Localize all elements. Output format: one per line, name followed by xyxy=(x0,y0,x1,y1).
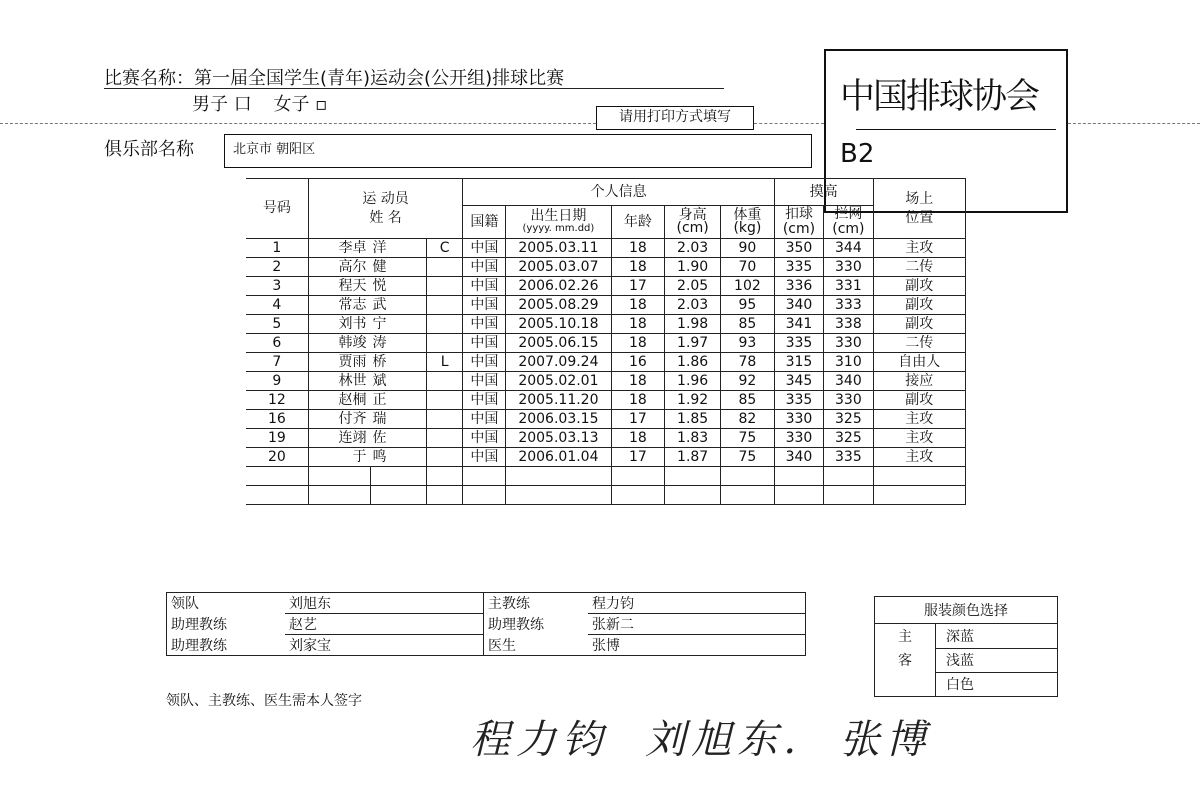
cell-age: 18 xyxy=(611,391,665,410)
cell-block: 333 xyxy=(824,296,873,315)
cell-position: 副攻 xyxy=(873,315,965,334)
cell-surname: 赵桐 xyxy=(308,391,370,410)
cell-age: 18 xyxy=(611,334,665,353)
cell-birth: 2005.03.07 xyxy=(506,258,611,277)
table-row xyxy=(246,277,966,296)
cell-surname: 付齐 xyxy=(308,410,370,429)
header-weight: 体重(kg) xyxy=(721,206,775,239)
cell-height: 2.03 xyxy=(665,296,721,315)
cell-number: 19 xyxy=(246,429,308,448)
table-row xyxy=(246,391,966,410)
empty-cell xyxy=(308,486,370,505)
third-color: 白色 xyxy=(946,677,974,694)
cell-nationality: 中国 xyxy=(463,315,506,334)
cell-age: 18 xyxy=(611,429,665,448)
cell-role xyxy=(426,334,463,353)
table-row xyxy=(246,410,966,429)
competition-label: 比赛名称： xyxy=(104,68,194,89)
header-athlete xyxy=(308,179,463,239)
dotted-divider-mid xyxy=(754,123,824,124)
cell-block: 338 xyxy=(824,315,873,334)
cell-block: 340 xyxy=(824,372,873,391)
cell-birth: 2005.10.18 xyxy=(506,315,611,334)
header-birth-format: (yyyy. mm.dd) xyxy=(522,223,595,234)
table-row xyxy=(246,448,966,467)
header-birth-label: 出生日期 xyxy=(530,208,587,224)
club-label: 俱乐部名称 xyxy=(104,139,194,160)
table-row xyxy=(246,296,966,315)
cell-surname: 于 xyxy=(308,448,370,467)
cell-given: 悦 xyxy=(371,277,427,296)
cell-block: 330 xyxy=(824,258,873,277)
empty-row xyxy=(246,486,966,505)
cell-number: 1 xyxy=(246,239,308,258)
cell-nationality: 中国 xyxy=(463,448,506,467)
cell-weight: 75 xyxy=(721,448,775,467)
cell-birth: 2005.11.20 xyxy=(506,391,611,410)
empty-cell xyxy=(426,467,463,486)
cell-block: 335 xyxy=(824,448,873,467)
cell-role: C xyxy=(426,239,463,258)
header-block: 拦网(cm) xyxy=(824,206,873,239)
empty-cell xyxy=(611,467,665,486)
away-label: 客 xyxy=(875,648,936,672)
cell-surname: 程天 xyxy=(308,277,370,296)
cell-number: 7 xyxy=(246,353,308,372)
empty-cell xyxy=(506,486,611,505)
cell-height: 2.05 xyxy=(665,277,721,296)
header-birth xyxy=(506,206,611,239)
empty-cell xyxy=(824,486,873,505)
empty-cell xyxy=(721,486,775,505)
empty-cell xyxy=(774,486,823,505)
stamp-org: 中国排球协会 xyxy=(840,77,1039,117)
cell-weight: 82 xyxy=(721,410,775,429)
table-row xyxy=(246,353,966,372)
cell-nationality: 中国 xyxy=(463,372,506,391)
cell-birth: 2007.09.24 xyxy=(506,353,611,372)
cell-spike: 335 xyxy=(774,258,823,277)
home-label: 主 xyxy=(875,624,936,649)
cell-number: 20 xyxy=(246,448,308,467)
cell-weight: 85 xyxy=(721,391,775,410)
cell-block: 325 xyxy=(824,429,873,448)
cell-block: 331 xyxy=(824,277,873,296)
empty-cell xyxy=(824,467,873,486)
header-athlete-top: 运 动员 xyxy=(362,190,409,207)
cell-given: 瑞 xyxy=(371,410,427,429)
asst1-label: 助理教练 xyxy=(171,617,227,633)
cell-role xyxy=(426,372,463,391)
cell-height: 1.87 xyxy=(665,448,721,467)
empty-cell xyxy=(873,467,965,486)
signature-note: 领队、主教练、医生需本人签字 xyxy=(166,693,362,709)
cell-birth: 2005.02.01 xyxy=(506,372,611,391)
empty-cell xyxy=(611,486,665,505)
cell-nationality: 中国 xyxy=(463,239,506,258)
cell-birth: 2006.01.04 xyxy=(506,448,611,467)
cell-given: 宁 xyxy=(371,315,427,334)
cell-position: 自由人 xyxy=(873,353,965,372)
uniform-title: 服装颜色选择 xyxy=(875,597,1058,624)
handwritten-signatures: 程力钧 刘旭东. 张博 xyxy=(470,717,932,763)
doctor-name: 张博 xyxy=(588,635,806,656)
cell-given: 武 xyxy=(371,296,427,315)
dotted-divider-left xyxy=(0,123,596,124)
cell-spike: 315 xyxy=(774,353,823,372)
cell-surname: 林世 xyxy=(308,372,370,391)
cell-height: 1.97 xyxy=(665,334,721,353)
cell-position: 副攻 xyxy=(873,277,965,296)
cell-spike: 340 xyxy=(774,448,823,467)
cell-spike: 335 xyxy=(774,334,823,353)
table-row xyxy=(246,315,966,334)
print-note: 请用打印方式填写 xyxy=(619,109,731,125)
empty-cell xyxy=(665,486,721,505)
cell-age: 18 xyxy=(611,372,665,391)
cell-role xyxy=(426,429,463,448)
cell-birth: 2006.03.15 xyxy=(506,410,611,429)
cell-spike: 330 xyxy=(774,429,823,448)
cell-block: 344 xyxy=(824,239,873,258)
header-personal-info: 个人信息 xyxy=(463,179,774,206)
cell-age: 16 xyxy=(611,353,665,372)
cell-role xyxy=(426,315,463,334)
cell-block: 330 xyxy=(824,334,873,353)
cell-nationality: 中国 xyxy=(463,296,506,315)
cell-position: 副攻 xyxy=(873,296,965,315)
cell-age: 18 xyxy=(611,296,665,315)
cell-birth: 2005.08.29 xyxy=(506,296,611,315)
empty-cell xyxy=(371,467,427,486)
cell-height: 1.83 xyxy=(665,429,721,448)
print-note-box xyxy=(596,106,754,130)
away-color: 浅蓝 xyxy=(936,648,1058,672)
header-reach: 摸高 xyxy=(774,179,873,206)
cell-birth: 2005.03.11 xyxy=(506,239,611,258)
leader-name: 刘旭东 xyxy=(285,593,484,614)
empty-cell xyxy=(506,467,611,486)
cell-block: 310 xyxy=(824,353,873,372)
gender-female-checkbox[interactable]: 女子 ▫ xyxy=(273,94,328,115)
competition-line xyxy=(104,64,564,90)
cell-spike: 341 xyxy=(774,315,823,334)
header-nationality: 国籍 xyxy=(463,206,506,239)
competition-underline xyxy=(104,88,724,89)
cell-nationality: 中国 xyxy=(463,277,506,296)
cell-number: 9 xyxy=(246,372,308,391)
cell-birth: 2005.03.13 xyxy=(506,429,611,448)
cell-height: 1.85 xyxy=(665,410,721,429)
cell-height: 1.90 xyxy=(665,258,721,277)
cell-spike: 336 xyxy=(774,277,823,296)
cell-block: 325 xyxy=(824,410,873,429)
cell-height: 1.86 xyxy=(665,353,721,372)
cell-number: 2 xyxy=(246,258,308,277)
doctor-label: 医生 xyxy=(484,635,589,656)
cell-surname: 连翊 xyxy=(308,429,370,448)
cell-age: 17 xyxy=(611,448,665,467)
roster-table xyxy=(246,178,966,505)
cell-height: 1.92 xyxy=(665,391,721,410)
table-row xyxy=(246,429,966,448)
cell-surname: 刘书 xyxy=(308,315,370,334)
head-coach-label: 主教练 xyxy=(484,593,589,614)
cell-number: 12 xyxy=(246,391,308,410)
cell-weight: 102 xyxy=(721,277,775,296)
officials-table xyxy=(166,592,806,656)
cell-position: 主攻 xyxy=(873,239,965,258)
cell-height: 2.03 xyxy=(665,239,721,258)
asst2-name: 刘家宝 xyxy=(285,635,484,656)
stamp-code: B2 xyxy=(840,139,875,169)
header-spike: 扣球(cm) xyxy=(774,206,823,239)
cell-given: 斌 xyxy=(371,372,427,391)
cell-role xyxy=(426,391,463,410)
gender-options xyxy=(192,90,327,116)
cell-number: 6 xyxy=(246,334,308,353)
cell-position: 二传 xyxy=(873,258,965,277)
cell-surname: 常志 xyxy=(308,296,370,315)
header-age: 年龄 xyxy=(611,206,665,239)
cell-number: 4 xyxy=(246,296,308,315)
cell-role xyxy=(426,410,463,429)
cell-surname: 韩竣 xyxy=(308,334,370,353)
cell-role xyxy=(426,258,463,277)
header-height: 身高(cm) xyxy=(665,206,721,239)
cell-block: 330 xyxy=(824,391,873,410)
cell-nationality: 中国 xyxy=(463,391,506,410)
cell-spike: 335 xyxy=(774,391,823,410)
stamp-line xyxy=(856,129,1056,130)
cell-role xyxy=(426,296,463,315)
empty-cell xyxy=(873,486,965,505)
cell-number: 3 xyxy=(246,277,308,296)
cell-position: 二传 xyxy=(873,334,965,353)
cell-number: 16 xyxy=(246,410,308,429)
cell-number: 5 xyxy=(246,315,308,334)
header-number: 号码 xyxy=(246,179,308,239)
cell-birth: 2006.02.26 xyxy=(506,277,611,296)
empty-cell xyxy=(463,467,506,486)
dotted-divider-right xyxy=(1068,123,1200,124)
header-position xyxy=(873,179,965,239)
cell-spike: 350 xyxy=(774,239,823,258)
asst1-name: 赵艺 xyxy=(285,614,484,635)
cell-position: 主攻 xyxy=(873,429,965,448)
cell-age: 18 xyxy=(611,315,665,334)
cell-role xyxy=(426,448,463,467)
cell-weight: 70 xyxy=(721,258,775,277)
cell-given: 佐 xyxy=(371,429,427,448)
cell-nationality: 中国 xyxy=(463,258,506,277)
empty-cell xyxy=(371,486,427,505)
cell-age: 17 xyxy=(611,277,665,296)
cell-nationality: 中国 xyxy=(463,429,506,448)
header-position-top: 场上 xyxy=(905,190,934,207)
empty-cell xyxy=(463,486,506,505)
table-row xyxy=(246,258,966,277)
empty-cell xyxy=(426,486,463,505)
empty-cell xyxy=(246,486,308,505)
uniform-table xyxy=(874,596,1058,697)
cell-height: 1.96 xyxy=(665,372,721,391)
cell-given: 健 xyxy=(371,258,427,277)
cell-spike: 340 xyxy=(774,296,823,315)
empty-cell xyxy=(721,467,775,486)
cell-weight: 75 xyxy=(721,429,775,448)
empty-cell xyxy=(665,467,721,486)
cell-age: 18 xyxy=(611,258,665,277)
cell-weight: 90 xyxy=(721,239,775,258)
header-position-bottom: 位置 xyxy=(905,209,934,226)
table-row xyxy=(246,334,966,353)
table-row xyxy=(246,239,966,258)
competition-name: 第一届全国学生(青年)运动会(公开组)排球比赛 xyxy=(194,68,565,89)
cell-given: 洋 xyxy=(371,239,427,258)
empty-cell xyxy=(308,467,370,486)
cell-surname: 贾雨 xyxy=(308,353,370,372)
cell-given: 鸣 xyxy=(371,448,427,467)
cell-height: 1.98 xyxy=(665,315,721,334)
cell-position: 接应 xyxy=(873,372,965,391)
empty-cell xyxy=(246,467,308,486)
cell-weight: 92 xyxy=(721,372,775,391)
table-row xyxy=(246,372,966,391)
cell-nationality: 中国 xyxy=(463,334,506,353)
club-name-field[interactable] xyxy=(224,134,812,168)
asst3-name: 张新二 xyxy=(588,614,806,635)
cell-age: 17 xyxy=(611,410,665,429)
cell-birth: 2005.06.15 xyxy=(506,334,611,353)
home-color: 深蓝 xyxy=(936,624,1058,649)
cell-weight: 93 xyxy=(721,334,775,353)
cell-position: 副攻 xyxy=(873,391,965,410)
gender-male-checkbox[interactable]: 男子 口 xyxy=(192,94,252,115)
cell-given: 桥 xyxy=(371,353,427,372)
cell-nationality: 中国 xyxy=(463,410,506,429)
empty-row xyxy=(246,467,966,486)
cell-role: L xyxy=(426,353,463,372)
cell-surname: 李卓 xyxy=(308,239,370,258)
club-name: 北京市 朝阳区 xyxy=(233,142,316,157)
cell-weight: 85 xyxy=(721,315,775,334)
cell-given: 涛 xyxy=(371,334,427,353)
cell-given: 正 xyxy=(371,391,427,410)
header-athlete-bottom: 姓 名 xyxy=(369,209,402,226)
cell-surname: 高尔 xyxy=(308,258,370,277)
cell-weight: 95 xyxy=(721,296,775,315)
cell-role xyxy=(426,277,463,296)
cell-nationality: 中国 xyxy=(463,353,506,372)
cell-spike: 345 xyxy=(774,372,823,391)
cell-spike: 330 xyxy=(774,410,823,429)
cell-weight: 78 xyxy=(721,353,775,372)
asst3-label: 助理教练 xyxy=(484,614,589,635)
asst2-label: 助理教练 xyxy=(171,637,227,654)
cell-position: 主攻 xyxy=(873,448,965,467)
leader-label: 领队 xyxy=(171,596,199,613)
cell-age: 18 xyxy=(611,239,665,258)
cell-position: 主攻 xyxy=(873,410,965,429)
head-coach-name: 程力钧 xyxy=(588,593,806,614)
empty-cell xyxy=(774,467,823,486)
third-label-empty xyxy=(875,672,936,697)
